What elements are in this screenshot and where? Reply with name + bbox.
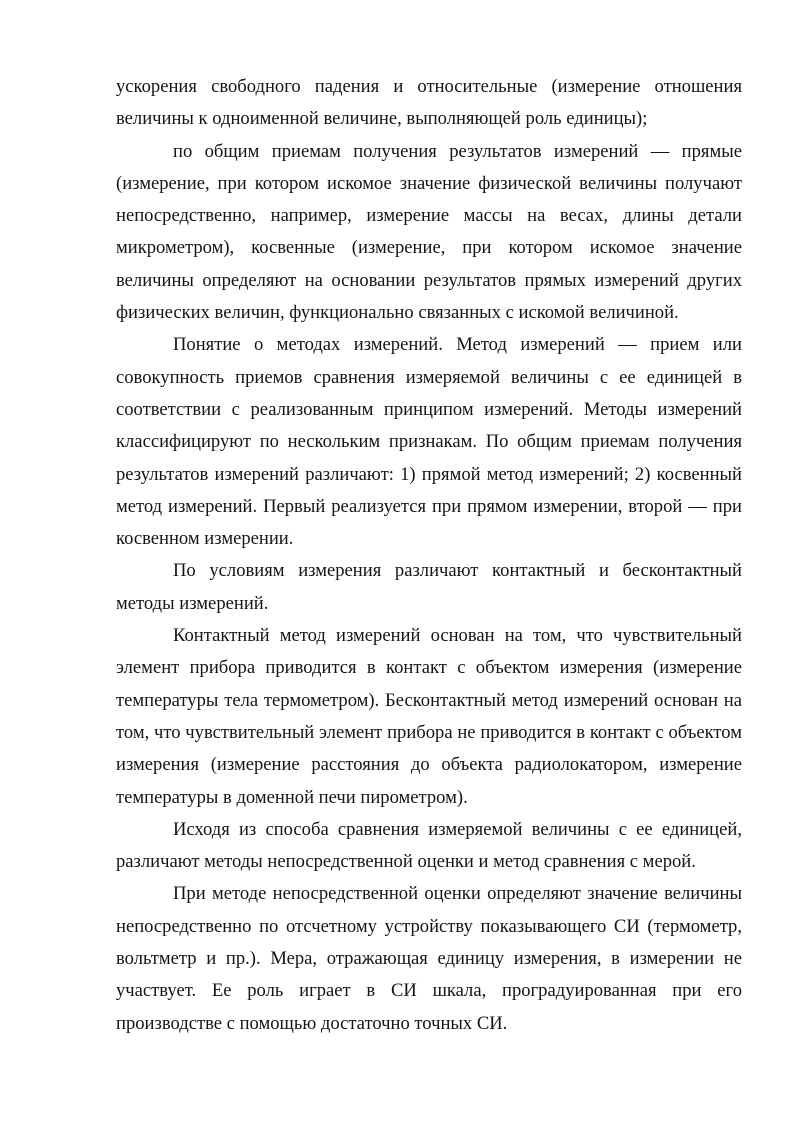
paragraph-direct-indirect: по общим приемам получения результатов измерений — прямые (измерение, при котором искомое значение физической величины получают непосредственно, например, измерение массы на весах, длины детали микрометром), косвенные (измерение, при котором искомое значение величины определяют на основании результатов прямых измерений других физических величин, функционально связанных с искомой величиной. [116, 140, 742, 324]
document-page [116, 71, 742, 1040]
paragraph-measurement-relative: ускорения свободного падения и относительные (измерение отношения величины к одноименной величине, выполняющей роль единицы); [116, 76, 742, 130]
paragraph-comparison-method: Исходя из способа сравнения измеряемой величины с ее единицей, различают методы непосредственной оценки и метод сравнения с мерой. [116, 818, 742, 873]
paragraph-direct-assessment: При методе непосредственной оценки определяют значение величины непосредственно по отсчетному устройству показывающего СИ (термометр, вольтметр и пр.). Мера, отражающая единицу измерения, в измерении не участвует. Ее роль играет в СИ шкала, проградуированная при его производстве с помощью достаточно точных СИ. [116, 883, 742, 1034]
paragraph-contact-noncontact: По условиям измерения различают контактный и бесконтактный методы измерений. [116, 560, 742, 614]
paragraph-contact-method: Контактный метод измерений основан на том, что чувствительный элемент прибора приводится в контакт с объектом измерения (измерение температуры тела термометром). Бесконтактный метод измерений основан на том, что чувствительный элемент прибора не приводится в контакт с объектом измерения (измерение расстояния до объекта радиолокатором, измерение температуры в доменной печи пирометром). [116, 625, 742, 808]
paragraph-methods-concept: Понятие о методах измерений. Метод измерений — прием или совокупность приемов сравнения измеряемой величины с ее единицей в соответствии с реализованным принципом измерений. Методы измерений классифицируют по нескольким признакам. По общим приемам получения результатов измерений различают: 1) прямой метод измерений; 2) косвенный метод измерений. Первый реализуется при прямом измерении, второй — при косвенном измерении. [116, 334, 742, 550]
